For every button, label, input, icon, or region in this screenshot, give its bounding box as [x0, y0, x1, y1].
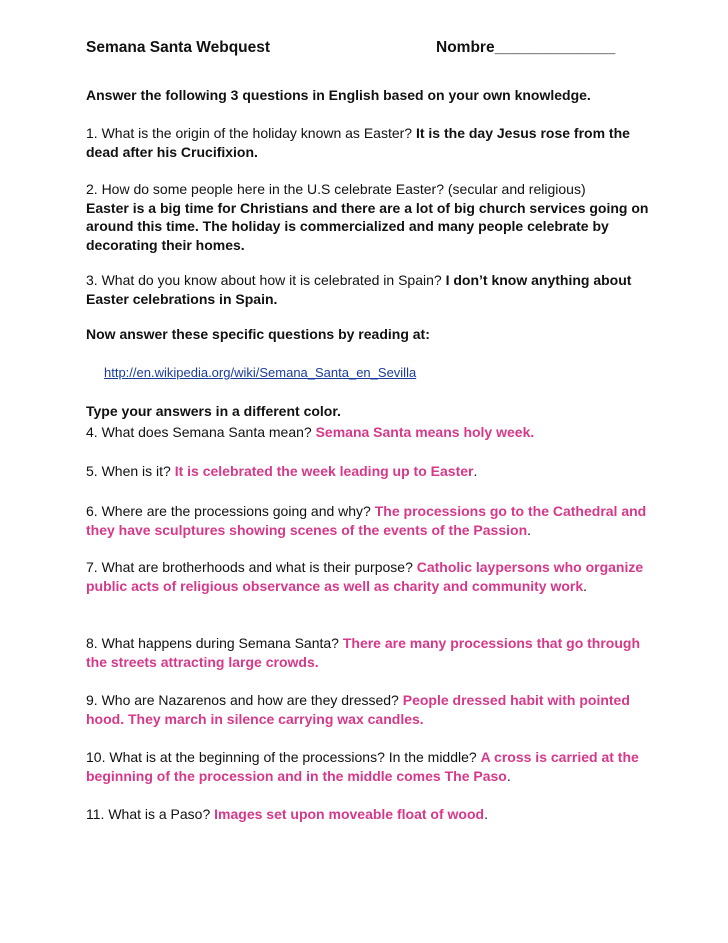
question-3-text: 3. What do you know about how it is celebrated in Spain? [86, 272, 446, 288]
question-4-answer: Semana Santa means holy week. [315, 424, 535, 440]
question-2-answer: Easter is a big time for Christians and there are a lot of big church services going on around this time. The holiday is commercialized and many people celebrate by decorating their homes. [86, 199, 649, 253]
worksheet-title: Semana Santa Webquest [86, 39, 271, 56]
question-8-text: 8. What happens during Semana Santa? [86, 635, 343, 651]
question-9-text: 9. Who are Nazarenos and how are they dressed? [86, 692, 403, 708]
instructions-color: Type your answers in a different color. [86, 403, 341, 419]
wikipedia-link[interactable]: http://en.wikipedia.org/wiki/Semana_Santa_en_Sevilla [104, 365, 417, 380]
instructions-read-at: Now answer these specific questions by reading at: [86, 326, 430, 342]
question-1-text: 1. What is the origin of the holiday known as Easter? [86, 125, 416, 141]
question-6 [86, 502, 658, 539]
question-7 [86, 558, 658, 595]
question-11-period: . [484, 806, 488, 822]
question-10-text: 10. What is at the beginning of the processions? In the middle? [86, 749, 481, 765]
question-6-answer: The processions go to the Cathedral and they have sculptures showing scenes of the events of the Passion [86, 503, 647, 538]
instructions-own-knowledge: Answer the following 3 questions in English based on your own knowledge. [86, 87, 591, 103]
question-8-answer: There are many processions that go through the streets attracting large crowds. [86, 635, 641, 670]
name-blank: ______________ [494, 39, 616, 56]
name-field [436, 39, 615, 57]
question-5-text: 5. When is it? [86, 463, 175, 479]
question-10-period: . [506, 767, 511, 784]
question-11-text: 11. What is a Paso? [86, 806, 215, 822]
question-11-answer: Images set upon moveable float of wood [214, 806, 485, 822]
question-1-answer: It is the day Jesus rose from the dead after his Crucifixion. [86, 125, 630, 160]
question-5-answer: It is celebrated the week leading up to Easter [174, 463, 474, 479]
question-7-period: . [583, 577, 588, 594]
name-label: Nombre [436, 39, 495, 56]
question-6-text: 6. Where are the processions going and why? [86, 503, 375, 519]
question-11 [86, 805, 658, 824]
question-4 [86, 423, 658, 442]
question-5 [86, 462, 658, 481]
question-7-text: 7. What are brotherhoods and what is their purpose? [86, 559, 417, 575]
question-8 [86, 634, 658, 671]
question-5-period: . [473, 463, 478, 479]
question-2-text: 2. How do some people here in the U.S celebrate Easter? (secular and religious) [86, 181, 586, 197]
question-4-text: 4. What does Semana Santa mean? [86, 424, 316, 440]
question-1 [86, 124, 658, 161]
question-7-answer: Catholic laypersons who organize public acts of religious observance as well as charity and community work [86, 559, 644, 594]
question-6-period: . [527, 521, 532, 538]
question-3 [86, 271, 658, 308]
question-10-answer: A cross is carried at the beginning of the procession and in the middle comes The Paso [86, 749, 639, 784]
question-2 [86, 180, 658, 254]
question-10 [86, 748, 658, 785]
question-9-answer: People dressed habit with pointed hood. They march in silence carrying wax candles. [86, 692, 630, 727]
question-3-answer: I don’t know anything about Easter celebrations in Spain. [86, 272, 632, 307]
worksheet-header [86, 39, 686, 61]
question-9 [86, 691, 658, 728]
